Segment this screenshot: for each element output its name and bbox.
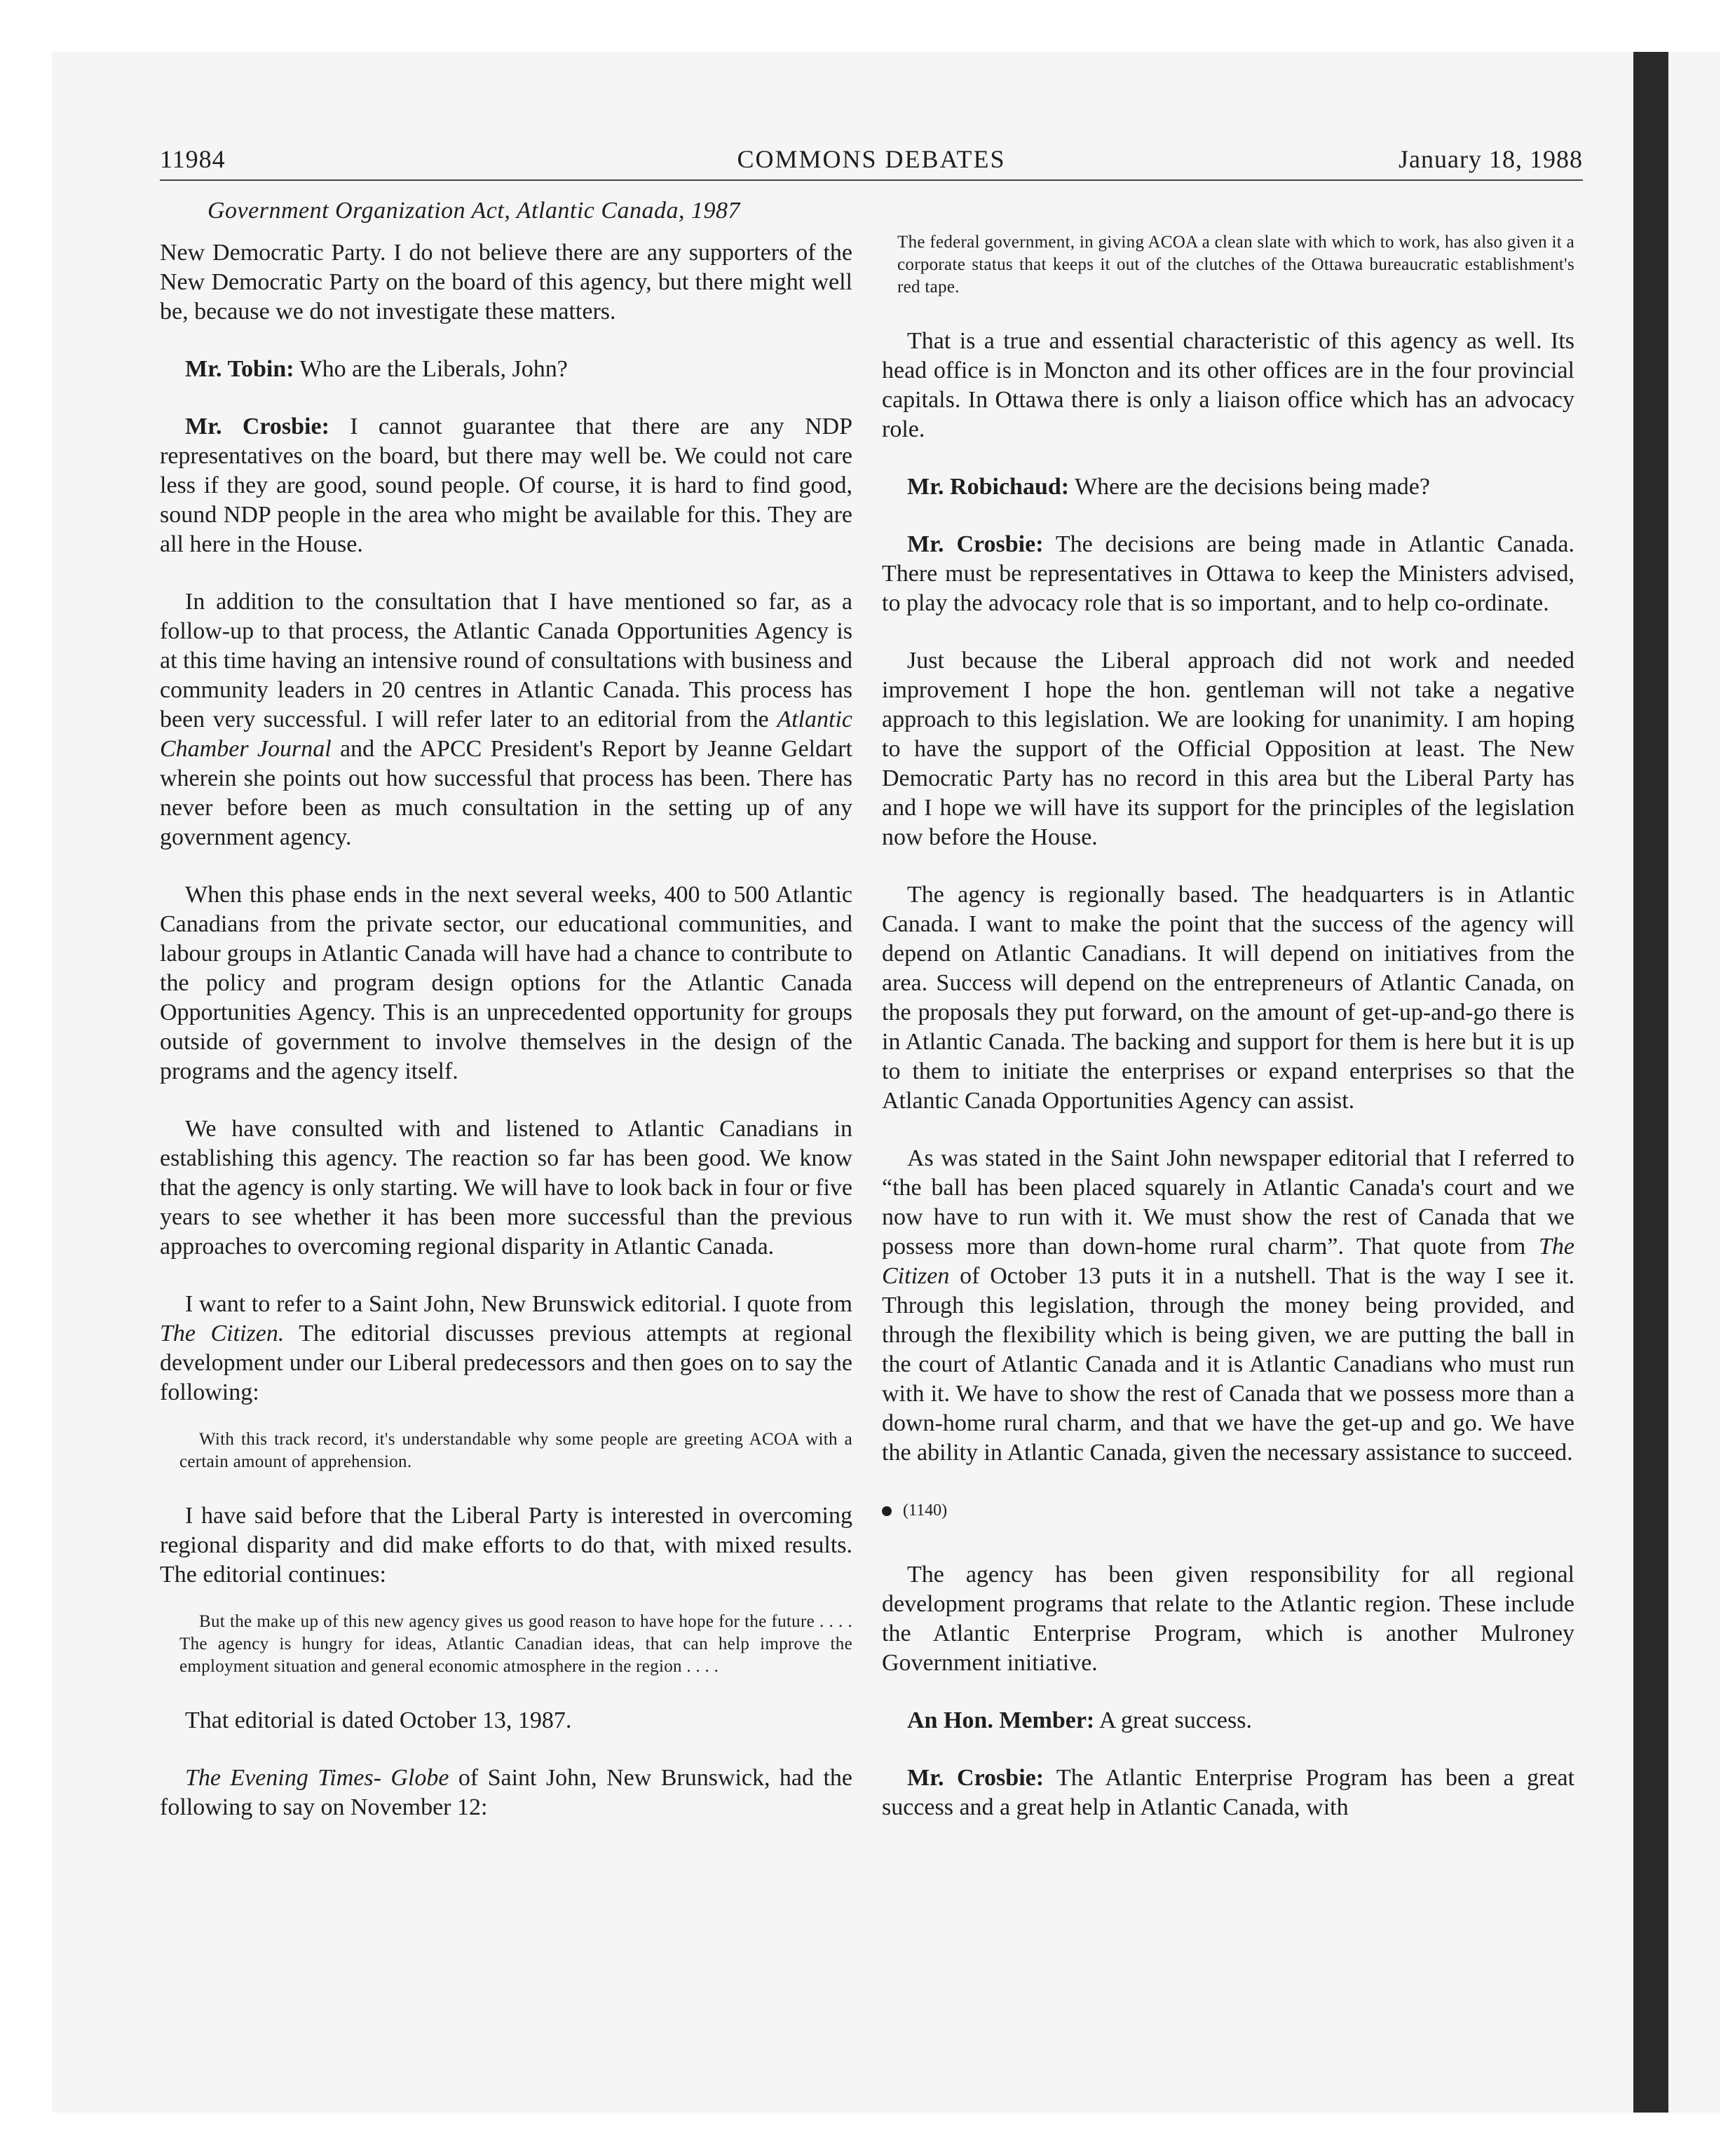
speech-paragraph	[882, 1763, 1574, 1822]
text-run: of October 13 puts it in a nutshell. That is the way I see it. Through this legislation, through the money being provided, and through the flexibility which is being given, we are putting the ball in the court of Atlantic Canada and it is Atlantic Canadians who must run with it. We have to show the rest of Canada that we possess more than a down-home rural charm, and that we have the get-up and go. We have the ability in Atlantic Canada, given the necessary assistance to succeed.	[882, 1263, 1574, 1466]
text-run: The editorial discusses previous attempts at regional development under our Liberal predecessors and then goes on to say the following:	[160, 1321, 853, 1405]
text-run: of Saint John, New Brunswick, had the following to say on November 12:	[160, 1765, 852, 1820]
right-column	[882, 233, 1575, 1850]
speech-paragraph	[160, 355, 852, 384]
publication-name: Atlantic Chamber Journal	[160, 707, 852, 762]
speaker-name: Mr. Crosbie:	[907, 531, 1044, 557]
speech-paragraph	[882, 530, 1574, 618]
time-stamp: (1140)	[903, 1501, 948, 1520]
speech-text: I cannot guarantee that there are any NDP representatives on the board, but there may well be. We could not care less if they are good, sound people. Of course, it is hard to find good, sound NDP people in the area who might be available for this. They are all here in the House.	[160, 414, 852, 557]
text-run: As was stated in the Saint John newspaper editorial that I referred to “the ball has been placed squarely in Atlantic Canada's court and we now have to run with it. We must show the rest of Canada that we possess more than down-home rural charm”. That quote from	[882, 1145, 1574, 1260]
bullet-dot-icon	[882, 1506, 892, 1516]
speech-paragraph	[882, 472, 1574, 502]
speaker-name: Mr. Robichaud:	[907, 474, 1070, 500]
paragraph: The agency has been given responsibility for all regional development programs that relate to the Atlantic region. These include the Atlantic Enterprise Program, which is another Mulroney Government initiative.	[882, 1562, 1574, 1676]
speech-paragraph	[882, 1706, 1574, 1735]
left-column	[160, 238, 852, 1850]
paragraph: The agency is regionally based. The headquarters is in Atlantic Canada. I want to make the point that the success of the agency will depend on Atlantic Canadians. It will depend on initiatives from the area. Success will depend on the entrepreneurs of Atlantic Canada, on the proposals they put forward, on the amount of get-up-and-go there is in Atlantic Canada. The backing and support for them is here but it is up to them to initiate the enterprises or expand enterprises so that the Atlantic Canada Opportunities Agency can assist.	[882, 882, 1574, 1114]
block-quote: With this track record, it's understandable why some people are greeting ACOA with a certain amount of apprehension.	[179, 1430, 852, 1471]
speaker-name: Mr. Crosbie:	[185, 414, 329, 439]
speaker-name: An Hon. Member:	[907, 1707, 1095, 1733]
paragraph: That is a true and essential characteristic of this agency as well. Its head office is in Moncton and its other offices are in the four provincial capitals. In Ottawa there is only a liaison office which has an advocacy role.	[882, 328, 1574, 442]
publication-date: January 18, 1988	[1399, 145, 1583, 173]
page-number: 11984	[160, 145, 226, 173]
speaker-name: Mr. Crosbie:	[907, 1765, 1045, 1791]
paragraph	[882, 1144, 1574, 1468]
publication-title: COMMONS DEBATES	[737, 145, 1006, 173]
page-header	[160, 144, 1583, 181]
speech-paragraph	[160, 412, 852, 559]
text-run: and the APCC President's Report by Jeanne Geldart wherein she points out how successful that process has been. There has never before been as much consultation in the setting up of any government agency.	[160, 736, 852, 850]
speech-text: The decisions are being made in Atlantic Canada. There must be representatives in Ottawa to keep the Ministers advised, to play the advocacy role that is so important, and to help co-ordinate.	[882, 531, 1575, 616]
publication-name: The Evening Times- Globe	[185, 1765, 449, 1791]
running-subtitle: Government Organization Act, Atlantic Canada, 1987	[207, 198, 741, 224]
speaker-name: Mr. Tobin:	[185, 356, 294, 382]
paragraph: We have consulted with and listened to Atlantic Canadians in establishing this agency. The reaction so far has been good. We know that the agency is only starting. We will have to look back in four or five years to see whether it has been more successful than the previous approaches to overcoming regional disparity in Atlantic Canada.	[160, 1116, 852, 1260]
paragraph: I have said before that the Liberal Party is interested in overcoming regional disparity and did make efforts to do that, with mixed results. The editorial continues:	[160, 1503, 852, 1588]
publication-name: The Citizen.	[160, 1321, 285, 1346]
speech-text: A great success.	[1098, 1707, 1252, 1733]
text-run: In addition to the consultation that I have mentioned so far, as a follow-up to that process, the Atlantic Canada Opportunities Agency is at this time having an intensive round of consultations with business and community leaders in 20 centres in Atlantic Canada. This process has been very successful. I will refer later to an editorial from the	[160, 589, 852, 732]
time-marker	[882, 1496, 1574, 1525]
text-run: I want to refer to a Saint John, New Brunswick editorial. I quote from	[185, 1291, 852, 1317]
paragraph: New Democratic Party. I do not believe there are any supporters of the New Democratic Party on the board of this agency, but there might well be, because we do not investigate these matters.	[160, 240, 852, 325]
scan-edge-shadow	[1633, 52, 1668, 2113]
speech-text: The Atlantic Enterprise Program has been a great success and a great help in Atlantic Canada, with	[882, 1765, 1575, 1820]
paragraph	[160, 1763, 852, 1822]
paragraph	[160, 1290, 852, 1407]
paragraph	[160, 587, 852, 852]
speech-text: Where are the decisions being made?	[1075, 474, 1430, 500]
paragraph: When this phase ends in the next several weeks, 400 to 500 Atlantic Canadians from the private sector, our educational communities, and labour groups in Atlantic Canada will have had a chance to contribute to the policy and program design options for the Atlantic Canada Opportunities Agency. This is an unprecedented opportunity for groups outside of government to involve themselves in the design of the programs and the agency itself.	[160, 882, 852, 1084]
block-quote: The federal government, in giving ACOA a clean slate with which to work, has also given it a corporate status that keeps it out of the clutches of the Ottawa bureaucratic establishment's red tape.	[897, 233, 1574, 296]
paragraph: Just because the Liberal approach did not work and needed improvement I hope the hon. gentleman will not take a negative approach to this legislation. We are looking for unanimity. I am hoping to have the support of the Official Opposition at least. The New Democratic Party has no record in this area but the Liberal Party has and I hope we will have its support for the principles of the legislation now before the House.	[882, 648, 1574, 850]
publication-name: The Citizen	[882, 1234, 1574, 1289]
block-quote: But the make up of this new agency gives us good reason to have hope for the future . . . . The agency is hungry for ideas, Atlantic Canadian ideas, that can help improve the employment situation and general economic atmosphere in the region . . . .	[179, 1612, 852, 1676]
speech-text: Who are the Liberals, John?	[299, 356, 568, 382]
paragraph: That editorial is dated October 13, 1987.	[185, 1707, 572, 1733]
